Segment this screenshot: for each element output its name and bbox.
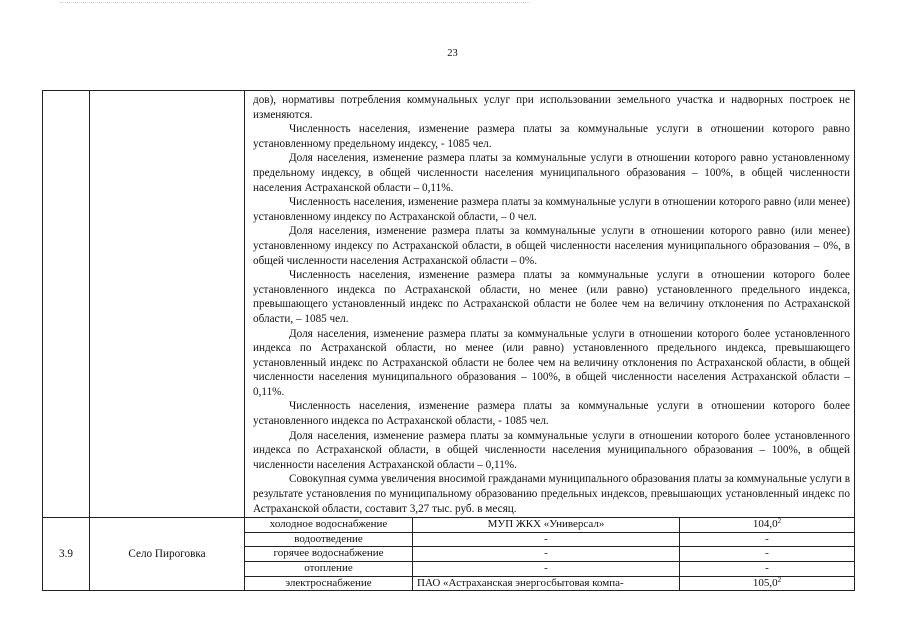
service-index — [680, 547, 855, 562]
services-cell — [245, 518, 855, 591]
service-organization: - — [413, 547, 680, 562]
service-name: холодное водоснабжение — [245, 518, 413, 532]
index-value: - — [765, 547, 769, 560]
paragraph: Численность населения, изменение размера платы за коммунальные услуги в отношении которого более установленного индекса по Астраханской области, но менее (или равно) установленного предельного индекса, превышающего установленный индекс по Астраханской области не более чем на величину отклонения по Астраханской области, – 1085 чел. — [253, 269, 850, 325]
service-index — [680, 576, 855, 590]
services-table — [245, 518, 854, 590]
index-value: - — [765, 532, 769, 545]
service-row — [245, 562, 854, 577]
service-name: водоотведение — [245, 532, 413, 547]
service-row — [245, 576, 854, 590]
paragraph: Совокупная сумма увеличения вносимой гражданами муниципального образования платы за коммунальные услуги в результате установления по муниципальному образованию предельных индексов, превышающих установленный индекс по Астраханской области, составит 3,27 тыс. руб. в месяц. — [253, 473, 850, 515]
settlement-name: Село Пироговка — [90, 518, 245, 591]
page-number: 23 — [447, 48, 458, 59]
service-row — [245, 547, 854, 562]
paragraph: Доля населения, изменение размера платы за коммунальные услуги в отношении которого равно (или менее) установленному индексу по Астраханской области, в общей численности населения муниципального образования – 0%, в общей численности населения Астраханской области – 0%. — [253, 225, 850, 267]
document-table — [42, 90, 855, 591]
paragraph: Доля населения, изменение размера платы за коммунальные услуги в отношении которого более установленного индекса по Астраханской области, в общей численности населения муниципального образования – 100%, в общей численности населения Астраханской области – 0,11%. — [253, 429, 850, 471]
table-row-3-9 — [43, 518, 855, 591]
paragraph: Доля населения, изменение размера платы за коммунальные услуги в отношении которого более установленного индекса по Астраханской области, но менее (или равно) установленного предельного индекса, превышающего установленный индекс по Астраханской области не более чем на величину отклонения по Астраханской области, в общей численности населения муниципального образования – 100%, в общей численности населения Астраханской области – 0,11%. — [253, 327, 850, 398]
service-row — [245, 532, 854, 547]
service-organization: - — [413, 562, 680, 577]
footnote-mark: 2 — [777, 576, 782, 584]
service-organization: МУП ЖКХ «Универсал» — [413, 518, 680, 532]
service-organization: - — [413, 532, 680, 547]
cell-description — [245, 91, 855, 518]
paragraph: Численность населения, изменение размера платы за коммунальные услуги в отношении которого равно установленному предельному индексу, - 1085 чел. — [253, 123, 850, 150]
service-name: отопление — [245, 562, 413, 577]
index-value: 105,0 — [752, 576, 778, 589]
service-name: электроснабжение — [245, 576, 413, 590]
scan-artifact — [60, 2, 530, 3]
service-index — [680, 562, 855, 577]
index-value: 104,0 — [752, 518, 778, 531]
paragraph-continuation: дов), нормативы потребления коммунальных услуг при использовании земельного участка и надворных построек не изменяются. — [253, 94, 850, 121]
service-index — [680, 532, 855, 547]
service-name: горячее водоснабжение — [245, 547, 413, 562]
paragraph: Доля населения, изменение размера платы за коммунальные услуги в отношении которого равно установленному предельному индексу, в общей численности населения муниципального образования – 100%, в общей численности населения Астраханской области – 0,11%. — [253, 152, 850, 194]
service-index — [680, 518, 855, 532]
paragraph: Численность населения, изменение размера платы за коммунальные услуги в отношении которого более установленного индекса по Астраханской области, - 1085 чел. — [253, 400, 850, 428]
cell-name-empty — [90, 91, 245, 518]
table-row-previous — [43, 91, 855, 518]
cell-number-empty — [43, 91, 90, 518]
index-value: - — [765, 562, 769, 574]
footnote-mark: 2 — [777, 518, 782, 526]
service-organization: ПАО «Астраханская энергосбытовая компа- — [413, 576, 680, 590]
row-number: 3.9 — [43, 518, 90, 591]
service-row — [245, 518, 854, 532]
paragraph: Численность населения, изменение размера платы за коммунальные услуги в отношении которого равно (или менее) установленному индексу по Астраханской области, – 0 чел. — [253, 196, 850, 223]
